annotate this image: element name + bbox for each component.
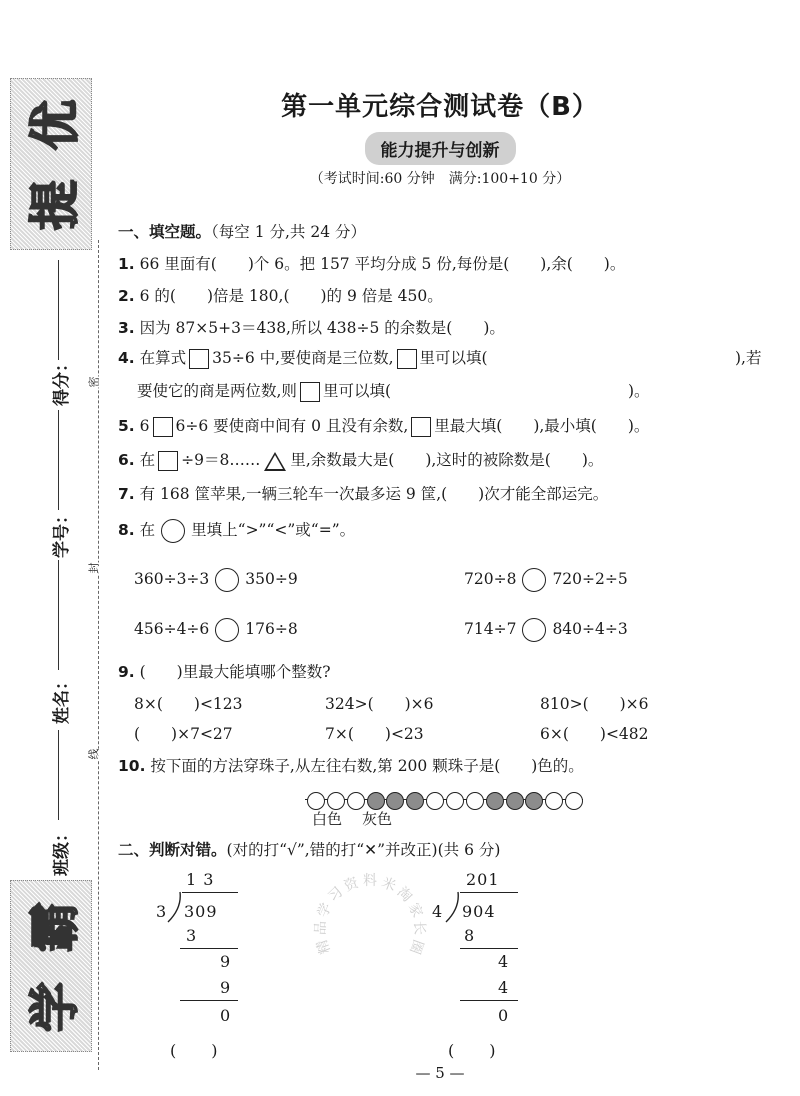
question-9 xyxy=(118,660,331,682)
question-number: 6. xyxy=(118,451,135,469)
step-line xyxy=(460,1000,518,1001)
final-remainder: 0 xyxy=(220,1006,232,1025)
strip-char: 霸 xyxy=(26,902,84,952)
bead-white xyxy=(446,792,464,810)
step-line xyxy=(180,1000,238,1001)
bead-gray xyxy=(406,792,424,810)
answer-paren[interactable]: ( ) xyxy=(170,1041,219,1060)
watermark-char: 精 xyxy=(314,937,334,957)
expr: 456÷4÷6 xyxy=(134,620,210,638)
question-text: 里填上“>”“<”或“=”。 xyxy=(191,521,356,539)
compare-item xyxy=(134,618,298,642)
compare-circle[interactable] xyxy=(215,618,239,642)
step-product: 8 xyxy=(464,926,476,945)
seal-dashed-line xyxy=(98,240,99,1070)
id-line xyxy=(58,410,59,510)
compare-item xyxy=(134,568,298,592)
class-line xyxy=(58,730,59,820)
score-label: 得分： xyxy=(52,355,72,406)
watermark-char: 学 xyxy=(315,900,336,920)
blank-square[interactable] xyxy=(300,382,320,402)
ineq-item: 810>( )×6 xyxy=(540,695,649,713)
watermark-char: 米 xyxy=(378,874,398,895)
compare-circle[interactable] xyxy=(215,568,239,592)
question-number: 10. xyxy=(118,757,146,775)
question-1 xyxy=(118,252,625,274)
quotient: 201 xyxy=(466,870,500,889)
question-text: 6÷6 要使商中间有 0 且没有余数, xyxy=(175,417,409,435)
seal-char: 线 xyxy=(84,749,104,760)
subtitle-badge: 能力提升与创新 xyxy=(365,132,516,165)
step-remainder: 9 xyxy=(220,952,232,971)
watermark-char: 资 xyxy=(342,874,362,895)
compare-circle[interactable] xyxy=(522,568,546,592)
step-line xyxy=(180,948,238,949)
section1-heading xyxy=(118,220,366,242)
expr: 720÷8 xyxy=(464,570,517,588)
answer-paren[interactable]: ( ) xyxy=(448,1041,497,1060)
bead-white xyxy=(545,792,563,810)
question-text: ( )里最大能填哪个整数? xyxy=(139,663,331,681)
ineq-item: 6×( )<482 xyxy=(540,725,649,743)
division-bar xyxy=(460,892,518,893)
question-text: 在 xyxy=(139,451,156,469)
ineq-item: 7×( )<23 xyxy=(325,725,424,743)
question-number: 3. xyxy=(118,319,135,337)
divisor: 4 xyxy=(432,902,444,921)
dividend: 904 xyxy=(462,902,496,921)
question-4-cont xyxy=(137,379,391,402)
question-text: 里,余数最大是( ),这时的被除数是( )。 xyxy=(290,451,604,469)
score-line xyxy=(58,260,59,360)
strip-char: 提 xyxy=(26,180,84,230)
ineq-item: 324>( )×6 xyxy=(325,695,434,713)
blank-triangle[interactable] xyxy=(264,452,286,471)
section-heading-note: （每空 1 分,共 24 分） xyxy=(211,223,366,241)
q4-right-text: ),若 xyxy=(735,349,762,367)
seal-char: 封 xyxy=(84,563,104,574)
watermark-char: 习 xyxy=(325,884,347,906)
question-7 xyxy=(118,482,608,504)
step-product: 3 xyxy=(186,926,198,945)
question-number: 8. xyxy=(118,521,135,539)
bead-gray xyxy=(486,792,504,810)
question-text: ÷9＝8…… xyxy=(181,451,261,469)
question-number: 2. xyxy=(118,287,135,305)
expr: 360÷3÷3 xyxy=(134,570,210,588)
question-number: 5. xyxy=(118,417,135,435)
watermark-char: 料 xyxy=(363,873,377,889)
question-text: 在 xyxy=(139,521,156,539)
strip-char: 优 xyxy=(26,100,84,150)
section-heading-note: (对的打“√”,错的打“✕”并改正)(共 6 分) xyxy=(226,841,501,859)
question-10 xyxy=(118,754,584,776)
question-number: 9. xyxy=(118,663,135,681)
division-bracket xyxy=(166,890,182,924)
name-line xyxy=(58,560,59,670)
division-bracket xyxy=(444,890,460,924)
watermark-char: 家 xyxy=(404,900,425,920)
question-number: 7. xyxy=(118,485,135,503)
question-text: 里最大填( ),最小填( )。 xyxy=(434,417,650,435)
expr: 714÷7 xyxy=(464,620,517,638)
blank-square[interactable] xyxy=(397,349,417,369)
question-text: 6 的( )倍是 180,( )的 9 倍是 450。 xyxy=(139,287,443,305)
bead-label-gray: 灰色 xyxy=(362,810,393,828)
divisor: 3 xyxy=(156,902,168,921)
watermark-char: 圈 xyxy=(406,937,426,957)
id-label: 学号： xyxy=(52,507,72,558)
expr: 720÷2÷5 xyxy=(552,570,628,588)
watermark-char: 长 xyxy=(410,921,428,936)
division-bar xyxy=(182,892,238,893)
bead-gray xyxy=(506,792,524,810)
seal-char: 密 xyxy=(84,377,104,388)
name-label: 姓名： xyxy=(52,673,72,724)
question-text: 因为 87×5+3＝438,所以 438÷5 的余数是( )。 xyxy=(139,319,505,337)
question-text: 里可以填( xyxy=(322,382,391,400)
ineq-item: ( )×7<27 xyxy=(134,725,233,743)
expr: 176÷8 xyxy=(245,620,298,638)
question-text: 在算式 xyxy=(139,349,187,367)
question-text: 要使它的商是两位数,则 xyxy=(137,382,297,400)
quotient: 1 3 xyxy=(186,870,215,889)
exam-info: （考试时间:60 分钟 满分:100+10 分） xyxy=(309,171,571,187)
question-5 xyxy=(118,414,649,437)
question-8 xyxy=(118,518,355,543)
step-line xyxy=(460,948,518,949)
compare-circle[interactable] xyxy=(522,618,546,642)
dividend: 309 xyxy=(184,902,218,921)
bead-white xyxy=(565,792,583,810)
watermark-char: 品 xyxy=(312,921,330,936)
section-heading-bold: 一、填空题。 xyxy=(118,223,212,241)
compare-item xyxy=(464,618,628,642)
section2-heading xyxy=(118,838,500,860)
question-text: 35÷6 中,要使商是三位数, xyxy=(212,349,394,367)
class-label: 班级： xyxy=(52,825,72,876)
bead-white xyxy=(426,792,444,810)
strip-char: 学 xyxy=(26,982,84,1032)
blank-circle[interactable] xyxy=(161,519,185,543)
bead-white xyxy=(466,792,484,810)
final-remainder: 0 xyxy=(498,1006,510,1025)
expr: 350÷9 xyxy=(245,570,298,588)
question-2 xyxy=(118,284,443,306)
blank-square[interactable] xyxy=(158,451,178,471)
bead-string xyxy=(305,799,583,800)
section-heading-bold: 二、判断对错。 xyxy=(118,841,227,859)
bead-gray xyxy=(525,792,543,810)
question-6 xyxy=(118,448,603,471)
watermark-char: 淘 xyxy=(393,884,415,906)
question-text: 里可以填( xyxy=(419,349,488,367)
page-number: — 5 — xyxy=(415,1064,465,1082)
expr: 840÷4÷3 xyxy=(552,620,628,638)
bead-label-white: 白色 xyxy=(312,810,343,828)
q4-end-text: )。 xyxy=(628,382,650,400)
page-title: 第一单元综合测试卷（B） xyxy=(281,92,599,122)
blank-square[interactable] xyxy=(411,417,431,437)
question-4 xyxy=(118,346,488,369)
step-remainder: 4 xyxy=(498,952,510,971)
blank-square[interactable] xyxy=(153,417,173,437)
step-product: 4 xyxy=(498,978,510,997)
strip-bottom-banner xyxy=(10,880,92,1052)
question-text: 有 168 筐苹果,一辆三轮车一次最多运 9 筐,( )次才能全部运完。 xyxy=(139,485,609,503)
question-text: 6 xyxy=(139,417,150,435)
question-text: 按下面的方法穿珠子,从左往右数,第 200 颗珠子是( )色的。 xyxy=(150,757,584,775)
question-3 xyxy=(118,316,505,338)
compare-item xyxy=(464,568,628,592)
step-product: 9 xyxy=(220,978,232,997)
blank-square[interactable] xyxy=(189,349,209,369)
question-number: 1. xyxy=(118,255,135,273)
ineq-item: 8×( )<123 xyxy=(134,695,243,713)
question-text: 66 里面有( )个 6。把 157 平均分成 5 份,每份是( ),余( )。 xyxy=(139,255,626,273)
question-number: 4. xyxy=(118,349,135,367)
